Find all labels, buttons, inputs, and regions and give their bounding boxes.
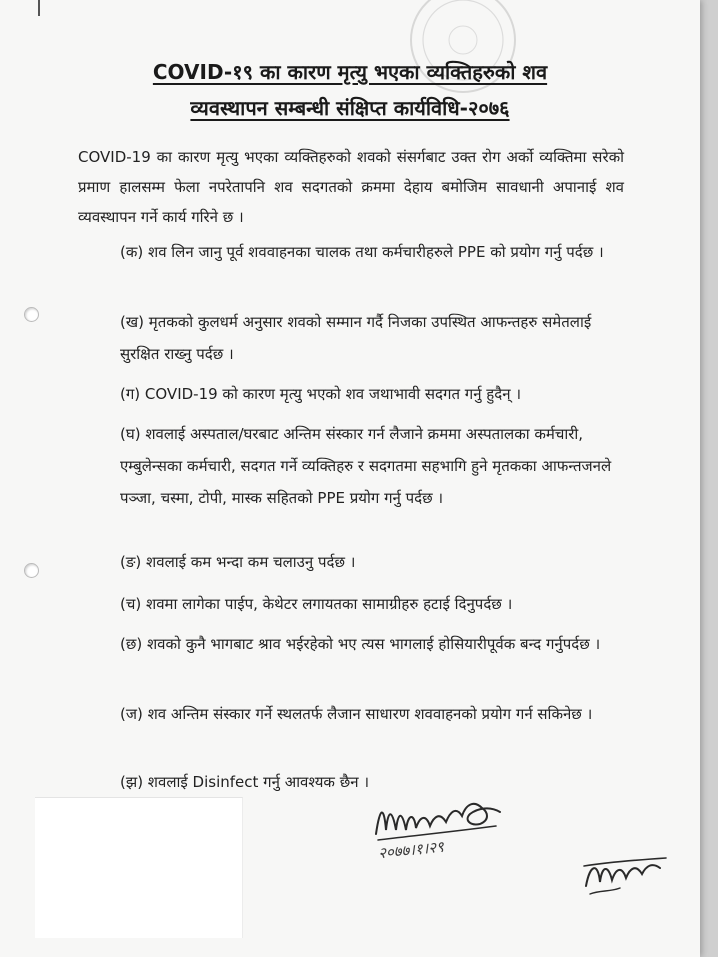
list-item: (च) शवमा लागेका पाईप, केथेटर लगायतका सामाग्रीहरु हटाई दिनुपर्दछ । (120, 595, 513, 613)
redacted-area (35, 797, 243, 938)
document-title-line-2: व्यवस्थापन सम्बन्धी संक्षिप्त कार्यविधि-२०७६ (190, 96, 510, 120)
list-item: (झ) शवलाई Disinfect गर्नु आवश्यक छैन । (120, 773, 370, 791)
signature-secondary (580, 850, 670, 902)
list-item: (ज) शव अन्तिम संस्कार गर्ने स्थलतर्फ लैजान साधारण शववाहनको प्रयोग गर्न सकिनेछ । (120, 705, 593, 723)
punch-hole (24, 307, 39, 322)
list-item: (ङ) शवलाई कम भन्दा कम चलाउनु पर्दछ । (120, 553, 356, 571)
list-item: (ग) COVID-19 को कारण मृत्यु भएको शव जथाभावी सदगत गर्नु हुदैन् । (120, 385, 522, 403)
list-item: (ख) मृतकको कुलधर्म अनुसार शवको सम्मान गर्दै निजका उपस्थित आफन्तहरु समेतलाई सुरक्षित राख्नु पर्दछ । (120, 313, 592, 363)
punch-hole (24, 563, 39, 578)
page-edge-mark (38, 0, 40, 16)
list-item: (छ) शवको कुनै भागबाट श्राव भईरहेको भए त्यस भागलाई होसियारीपूर्वक बन्द गर्नुपर्दछ । (120, 635, 601, 653)
signature-date: २०७७।१।२९ (377, 837, 445, 863)
list-item: (घ) शवलाई अस्पताल/घरबाट अन्तिम संस्कार गर्न लैजाने क्रममा अस्पतालका कर्मचारी, एम्बुलेन्सका कर्मचारी, सदगत गर्ने व्यक्तिहरु र सदगतमा सहभागि हुने मृतकका आफन्तजनले पञ्जा, चस्मा, टोपी, मास्क सहितको PPE प्रयोग गर्नु पर्दछ । (120, 425, 612, 507)
intro-paragraph: COVID-19 का कारण मृत्यु भएका व्यक्तिहरुको शवको संसर्गबाट उक्त रोग अर्को व्यक्तिमा सरेको प्रमाण हालसम्म फेला नपरेतापनि शव सदगतको क्रममा देहाय बमोजिम सावधानी अपानाई शव व्यवस्थापन गर्ने कार्य गरिने छ । (78, 148, 624, 226)
list-item: (क) शव लिन जानु पूर्व शववाहनका चालक तथा कर्मचारीहरुले PPE को प्रयोग गर्नु पर्दछ । (120, 243, 604, 261)
document-title-line-1: COVID-१९ का कारण मृत्यु भएका व्यक्तिहरुको शव (152, 60, 548, 84)
